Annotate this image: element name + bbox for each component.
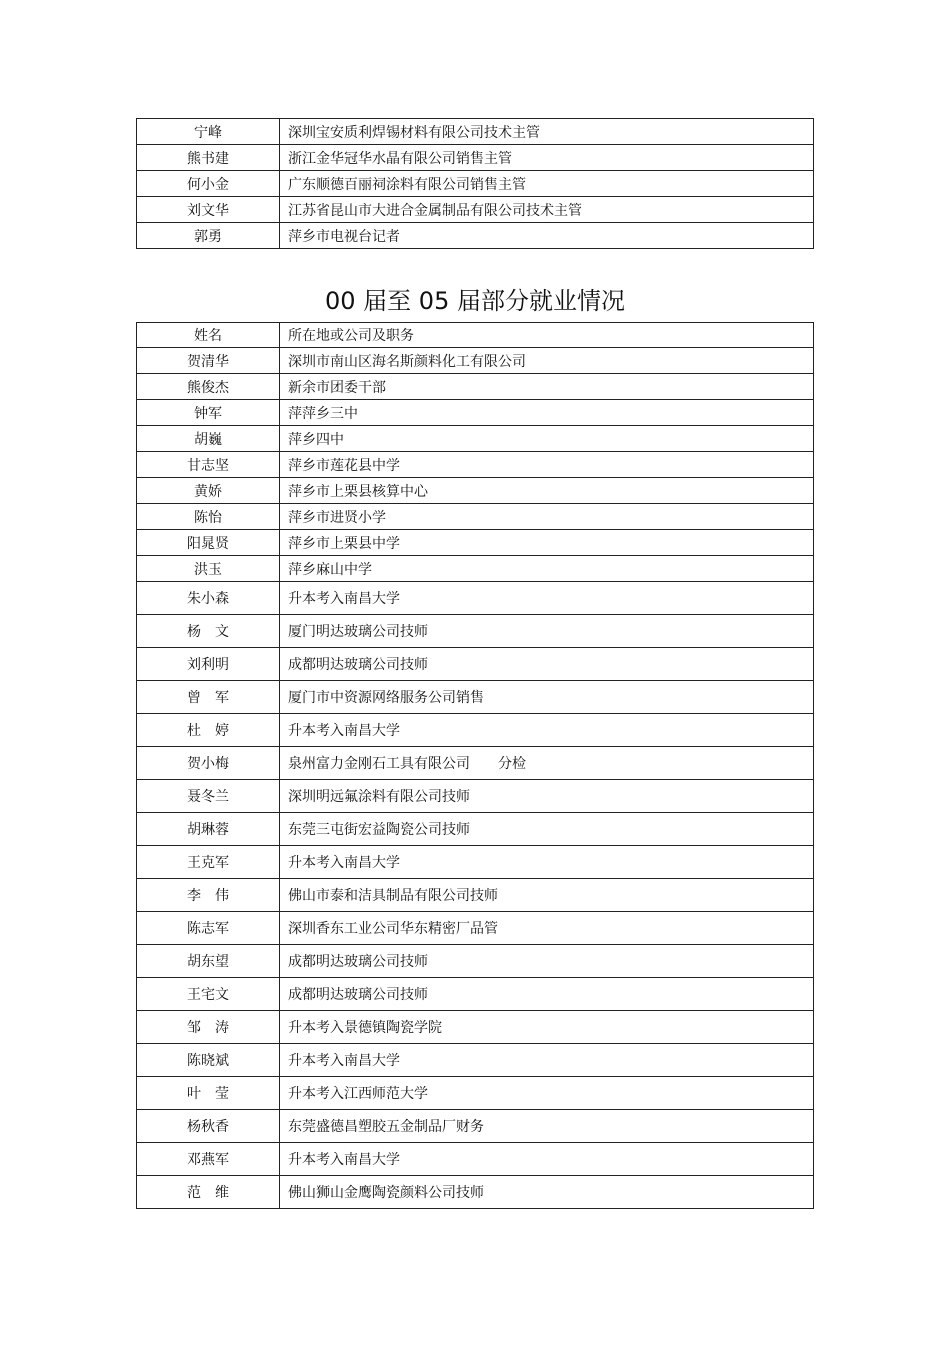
- workplace-cell: 升本考入南昌大学: [280, 1044, 814, 1077]
- person-name-cell: 范 维: [137, 1176, 280, 1209]
- workplace-cell: 成都明达玻璃公司技师: [280, 978, 814, 1011]
- workplace-cell: 厦门明达玻璃公司技师: [280, 615, 814, 648]
- workplace-cell: 萍萍乡三中: [280, 400, 814, 426]
- workplace-cell: 萍乡四中: [280, 426, 814, 452]
- person-name-cell: 宁峰: [137, 119, 280, 145]
- workplace-cell: 成都明达玻璃公司技师: [280, 945, 814, 978]
- person-name-cell: 胡东望: [137, 945, 280, 978]
- employment-table-body: [137, 348, 814, 1209]
- table-row: [137, 681, 814, 714]
- table-row: [137, 648, 814, 681]
- person-name-cell: 杨秋香: [137, 1110, 280, 1143]
- workplace-cell: 萍乡市进贤小学: [280, 504, 814, 530]
- workplace-cell: 升本考入景德镇陶瓷学院: [280, 1011, 814, 1044]
- workplace-cell: 东莞三屯街宏益陶瓷公司技师: [280, 813, 814, 846]
- person-name-cell: 甘志坚: [137, 452, 280, 478]
- employment-table: [136, 322, 814, 1209]
- person-name-cell: 何小金: [137, 171, 280, 197]
- person-name-cell: 胡琳蓉: [137, 813, 280, 846]
- person-name-cell: 贺清华: [137, 348, 280, 374]
- header-name-cell: 姓名: [137, 323, 280, 348]
- workplace-cell: 佛山狮山金鹰陶瓷颜料公司技师: [280, 1176, 814, 1209]
- table-row: [137, 780, 814, 813]
- table-row: [137, 615, 814, 648]
- workplace-cell: 萍乡市电视台记者: [280, 223, 814, 249]
- person-name-cell: 陈志军: [137, 912, 280, 945]
- table-row: [137, 348, 814, 374]
- person-name-cell: 阳晁贤: [137, 530, 280, 556]
- table-row: [137, 1176, 814, 1209]
- table-row: [137, 119, 814, 145]
- workplace-cell: 升本考入南昌大学: [280, 846, 814, 879]
- person-name-cell: 刘文华: [137, 197, 280, 223]
- table-row: [137, 452, 814, 478]
- table-row: [137, 714, 814, 747]
- person-name-cell: 杜 婷: [137, 714, 280, 747]
- person-name-cell: 胡巍: [137, 426, 280, 452]
- table-row: [137, 426, 814, 452]
- table-row: [137, 197, 814, 223]
- table-row: [137, 582, 814, 615]
- table-row: [137, 478, 814, 504]
- previous-table-body: [137, 119, 814, 249]
- person-name-cell: 熊书建: [137, 145, 280, 171]
- person-name-cell: 王克军: [137, 846, 280, 879]
- person-name-cell: 聂冬兰: [137, 780, 280, 813]
- table-row: [137, 1143, 814, 1176]
- table-row: [137, 171, 814, 197]
- person-name-cell: 王宅文: [137, 978, 280, 1011]
- table-row: [137, 530, 814, 556]
- workplace-cell: 佛山市泰和洁具制品有限公司技师: [280, 879, 814, 912]
- workplace-cell: 新余市团委干部: [280, 374, 814, 400]
- section-title: 00 届至 05 届部分就业情况: [325, 287, 625, 315]
- person-name-cell: 邓燕军: [137, 1143, 280, 1176]
- person-name-cell: 洪玉: [137, 556, 280, 582]
- header-row: [137, 323, 814, 348]
- workplace-cell: 泉州富力金刚石工具有限公司 分检: [280, 747, 814, 780]
- workplace-cell: 深圳宝安质利焊锡材料有限公司技术主管: [280, 119, 814, 145]
- table-row: [137, 374, 814, 400]
- table-row: [137, 1110, 814, 1143]
- table-row: [137, 400, 814, 426]
- table-row: [137, 945, 814, 978]
- workplace-cell: 江苏省昆山市大进合金属制品有限公司技术主管: [280, 197, 814, 223]
- header-org-cell: 所在地或公司及职务: [280, 323, 814, 348]
- workplace-cell: 厦门市中资源网络服务公司销售: [280, 681, 814, 714]
- table-row: [137, 747, 814, 780]
- workplace-cell: 萍乡市莲花县中学: [280, 452, 814, 478]
- person-name-cell: 杨 文: [137, 615, 280, 648]
- person-name-cell: 郭勇: [137, 223, 280, 249]
- workplace-cell: 广东顺德百丽祠涂料有限公司销售主管: [280, 171, 814, 197]
- table-row: [137, 912, 814, 945]
- workplace-cell: 成都明达玻璃公司技师: [280, 648, 814, 681]
- workplace-cell: 萍乡市上栗县核算中心: [280, 478, 814, 504]
- table-row: [137, 813, 814, 846]
- workplace-cell: 升本考入江西师范大学: [280, 1077, 814, 1110]
- workplace-cell: 升本考入南昌大学: [280, 582, 814, 615]
- table-row: [137, 1011, 814, 1044]
- person-name-cell: 钟军: [137, 400, 280, 426]
- person-name-cell: 朱小森: [137, 582, 280, 615]
- person-name-cell: 曾 军: [137, 681, 280, 714]
- person-name-cell: 陈晓斌: [137, 1044, 280, 1077]
- workplace-cell: 升本考入南昌大学: [280, 1143, 814, 1176]
- employment-table-header: [137, 323, 814, 348]
- workplace-cell: 东莞盛德昌塑胶五金制品厂财务: [280, 1110, 814, 1143]
- table-row: [137, 879, 814, 912]
- workplace-cell: 浙江金华冠华水晶有限公司销售主管: [280, 145, 814, 171]
- workplace-cell: 升本考入南昌大学: [280, 714, 814, 747]
- table-row: [137, 1077, 814, 1110]
- previous-employment-table: [136, 118, 814, 249]
- person-name-cell: 黄娇: [137, 478, 280, 504]
- person-name-cell: 贺小梅: [137, 747, 280, 780]
- person-name-cell: 叶 莹: [137, 1077, 280, 1110]
- workplace-cell: 萍乡市上栗县中学: [280, 530, 814, 556]
- workplace-cell: 萍乡麻山中学: [280, 556, 814, 582]
- person-name-cell: 邹 涛: [137, 1011, 280, 1044]
- person-name-cell: 李 伟: [137, 879, 280, 912]
- table-row: [137, 978, 814, 1011]
- table-row: [137, 1044, 814, 1077]
- table-row: [137, 556, 814, 582]
- person-name-cell: 刘利明: [137, 648, 280, 681]
- person-name-cell: 陈怡: [137, 504, 280, 530]
- workplace-cell: 深圳香东工业公司华东精密厂品管: [280, 912, 814, 945]
- workplace-cell: 深圳市南山区海名斯颜料化工有限公司: [280, 348, 814, 374]
- table-row: [137, 504, 814, 530]
- table-row: [137, 145, 814, 171]
- workplace-cell: 深圳明远氟涂料有限公司技师: [280, 780, 814, 813]
- table-row: [137, 223, 814, 249]
- person-name-cell: 熊俊杰: [137, 374, 280, 400]
- table-row: [137, 846, 814, 879]
